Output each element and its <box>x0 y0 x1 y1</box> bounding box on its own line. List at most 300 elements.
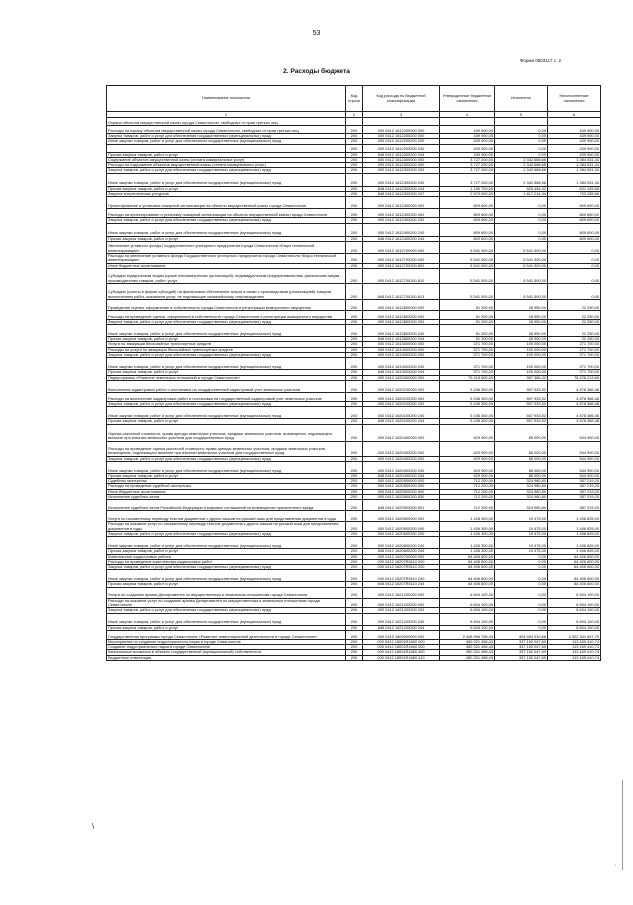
row-name: Государственная программа города Севастополя «Развитие инвестиционной деятельности в городе Севастополе» <box>107 630 346 639</box>
row-classification-code: 000 0412 1620600000 000 <box>363 511 440 522</box>
row-line-code: 200 <box>346 253 363 263</box>
row-classification-code: 000 0412 1612700200 000 <box>363 253 440 263</box>
row-classification-code: 000 0412 1620100200 200 <box>363 401 440 406</box>
row-name: Прочая закупка товаров, работ и услуг <box>107 582 346 587</box>
row-classification-code: 000 0412 1612700200 800 <box>363 263 440 268</box>
row-classification-code: 000 0412 16207R5110 000 <box>363 559 440 564</box>
row-executed: 557 933,52 <box>495 419 548 424</box>
row-classification-code: 000 0412 1612200000 000 <box>363 126 440 134</box>
row-unexecuted: 6 604 100,00 <box>548 608 601 613</box>
header-classification-code: Код расхода по бюджетной классификации <box>363 86 440 112</box>
row-unexecuted: 271 700,00 <box>548 342 601 347</box>
table-row <box>107 173 601 186</box>
row-name: Расходы на выполнение кадастровых работ и постановка на государственный кадастровый учет земельных участков <box>107 392 346 401</box>
expenses-table <box>106 85 601 661</box>
row-name: Закупка энергетических ресурсов <box>107 192 346 197</box>
row-name: Расходы на проведение судебной экспертизы <box>107 484 346 489</box>
row-line-code: 200 <box>346 325 363 337</box>
row-executed: 28 950,00 <box>495 337 548 342</box>
row-unexecuted: 22 250,00 <box>548 319 601 324</box>
row-approved: 809 600,00 <box>440 223 495 236</box>
row-executed: 557 933,52 <box>495 392 548 401</box>
row-classification-code: 000 0412 1620400200 240 <box>363 461 440 473</box>
row-approved: 629 900,00 <box>440 424 495 441</box>
table-row <box>107 342 601 347</box>
header-approved: Утвержденные бюджетные назначения <box>440 86 495 112</box>
row-executed: 100 000,00 <box>495 358 548 370</box>
table-row <box>107 522 601 532</box>
row-unexecuted: 544 900,00 <box>548 461 601 473</box>
row-classification-code: 848 0412 1612400200 244 <box>363 236 440 241</box>
row-line-code: 200 <box>346 401 363 406</box>
row-name: Субсидии (гранты в форме субсидий) на финансовое обеспечение затрат в связи с производством (реализацией) товаров, выполнением работ, оказанием услуг, не подлежащие казначейскому сопровождению <box>107 283 346 299</box>
row-executed: 0,00 <box>495 598 548 608</box>
table-row <box>107 168 601 173</box>
row-approved: 5 436 300,00 <box>440 407 495 419</box>
row-unexecuted <box>548 118 601 126</box>
row-name: Иные закупки товаров, работ и услуг для обеспечения государственных (муниципальных) нужд <box>107 358 346 370</box>
row-executed: 0,00 <box>495 126 548 134</box>
row-name: Услуги по эвакуации бесхозяйных транспортных средств <box>107 342 346 347</box>
row-approved: 450 321 458,43 <box>440 650 495 655</box>
row-approved: 439 900,00 <box>440 134 495 139</box>
col-number: 6 <box>548 112 601 118</box>
row-executed: 557 933,52 <box>495 407 548 419</box>
col-number: 1 <box>107 112 346 118</box>
row-approved: 64 406 800,00 <box>440 565 495 570</box>
row-unexecuted: 1 384 531,34 <box>548 157 601 162</box>
row-classification-code: 000 0412 1621200000 000 <box>363 587 440 598</box>
row-line-code: 200 <box>346 392 363 401</box>
row-executed: 28 950,00 <box>495 319 548 324</box>
row-line-code: 200 <box>346 484 363 489</box>
row-unexecuted: 809 600,00 <box>548 223 601 236</box>
row-approved: 439 900,00 <box>440 144 495 152</box>
row-unexecuted: 0,00 <box>548 283 601 299</box>
row-name: Бюджетные инвестиции <box>107 655 346 660</box>
row-approved: 1 426 300,00 <box>440 531 495 536</box>
row-line-code: 200 <box>346 223 363 236</box>
row-classification-code: 000 0412 1620600200 200 <box>363 531 440 536</box>
row-executed: 0,00 <box>495 559 548 564</box>
row-executed: 19 475,00 <box>495 522 548 532</box>
row-line-code: 200 <box>346 126 363 134</box>
row-unexecuted: 6 604 100,00 <box>548 598 601 608</box>
row-executed: 85 000,00 <box>495 424 548 441</box>
row-name: Расходы на проведение оценки, оформления в собственность города Севастополя и регистрации выморочного имущества <box>107 310 346 319</box>
row-name: Капитальные вложения в объекты государственной (муниципальной) собственности <box>107 650 346 655</box>
row-approved: 6 604 100,00 <box>440 625 495 630</box>
table-row <box>107 163 601 168</box>
table-row <box>107 299 601 310</box>
row-unexecuted: 809 600,00 <box>548 218 601 223</box>
row-classification-code: 848 0412 1612200200 244 <box>363 152 440 157</box>
row-approved: 5 541 500,00 <box>440 283 495 299</box>
row-approved: 2 428 996 758,43 <box>440 630 495 639</box>
row-line-code: 200 <box>346 163 363 168</box>
col-number: 2 <box>346 112 363 118</box>
row-line-code: 200 <box>346 186 363 191</box>
row-executed: 5 541 500,00 <box>495 263 548 268</box>
row-classification-code: 000 0412 1800000000 000 <box>363 630 440 639</box>
row-unexecuted: 809 600,00 <box>548 209 601 218</box>
header-line-code: Код строки <box>346 86 363 112</box>
row-name: Прочая закупка товаров, работ и услуг <box>107 370 346 375</box>
row-classification-code: 000 0412 1612800200 200 <box>363 319 440 324</box>
row-approved: 5 436 300,00 <box>440 392 495 401</box>
row-executed: 85 000,00 <box>495 473 548 478</box>
row-name: Закупка товаров, работ и услуг для обеспечения государственных (муниципальных) нужд <box>107 565 346 570</box>
table-row <box>107 358 601 370</box>
row-executed: 987 386,32 <box>495 375 548 380</box>
row-approved: 5 436 300,00 <box>440 401 495 406</box>
row-name: Закупка товаров, работ и услуг для обеспечения государственных (муниципальных) нужд <box>107 531 346 536</box>
row-approved: 3 727 200,00 <box>440 168 495 173</box>
row-classification-code: 000 0412 1612800200 000 <box>363 310 440 319</box>
table-row <box>107 223 601 236</box>
row-name: Расходы на оказание услуг по письменному переводу текстов документов с других языков на русский язык для представления документов в суды <box>107 522 346 532</box>
row-executed: 0,00 <box>495 570 548 582</box>
section-title: 2. Расходы бюджета <box>283 68 350 75</box>
row-classification-code: 848 0412 1620400200 244 <box>363 473 440 478</box>
row-line-code: 200 <box>346 310 363 319</box>
row-approved: 439 900,00 <box>440 126 495 134</box>
row-name: Расходы на увеличение уставного фонда Государственного унитарного предприятия города Севастополя «Бюро технической инвентаризации» <box>107 253 346 263</box>
row-approved: 64 406 800,00 <box>440 554 495 559</box>
row-approved: 51 200,00 <box>440 325 495 337</box>
row-approved: 712 200,00 <box>440 495 495 500</box>
row-approved: 371 700,00 <box>440 370 495 375</box>
row-executed: 404 954 910,68 <box>495 630 548 639</box>
row-line-code: 200 <box>346 218 363 223</box>
table-row <box>107 310 601 319</box>
row-approved: 1 426 300,00 <box>440 522 495 532</box>
row-unexecuted: 387 219,20 <box>548 489 601 494</box>
row-line-code: 200 <box>346 168 363 173</box>
row-approved: 5 541 500,00 <box>440 268 495 283</box>
row-line-code: 200 <box>346 473 363 478</box>
row-unexecuted: 78 228 213,68 <box>548 375 601 380</box>
row-name: Содержание объектов имущественной казны (оплата коммунальных услуг) <box>107 157 346 162</box>
table-row <box>107 144 601 152</box>
row-approved: 64 406 800,00 <box>440 582 495 587</box>
row-unexecuted: 4 878 366,48 <box>548 401 601 406</box>
row-unexecuted: 544 900,00 <box>548 424 601 441</box>
row-line-code: 200 <box>346 152 363 157</box>
table-row <box>107 253 601 263</box>
row-line-code: 200 <box>346 570 363 582</box>
header-unexecuted: Неисполненные назначения <box>548 86 601 112</box>
row-name: Иные закупки товаров, работ и услуг для обеспечения государственных (муниципальных) нужд <box>107 407 346 419</box>
row-unexecuted: 113 169 410,74 <box>548 655 601 660</box>
row-unexecuted: 1 406 825,00 <box>548 522 601 532</box>
row-name: Расходы на проектирование и установку пожарной сигнализации на объекты имущественной казны города Севастополя <box>107 209 346 218</box>
table-row <box>107 441 601 456</box>
row-approved: 5 436 300,00 <box>440 380 495 392</box>
row-approved: 6 604 100,00 <box>440 613 495 625</box>
row-unexecuted: 1 384 531,34 <box>548 163 601 168</box>
table-row <box>107 650 601 655</box>
row-unexecuted: 1 406 825,00 <box>548 549 601 554</box>
table-row <box>107 157 601 162</box>
row-classification-code: 000 0412 1620100200 240 <box>363 407 440 419</box>
row-classification-code: 000 0412 1612400200 000 <box>363 209 440 218</box>
table-row <box>107 424 601 441</box>
row-name: Иные закупки товаров, работ и услуг для обеспечения государственных (муниципальных) нужд <box>107 139 346 144</box>
row-executed: 0,00 <box>495 134 548 139</box>
row-line-code: 200 <box>346 565 363 570</box>
row-name: Закупка товаров, работ и услуг для обеспечения государственных (муниципальных) нужд <box>107 608 346 613</box>
row-executed: 0,00 <box>495 613 548 625</box>
row-executed: 5 541 500,00 <box>495 268 548 283</box>
row-classification-code: 000 0412 18001R1660 000 <box>363 645 440 650</box>
row-classification-code: 000 0412 1620700000 000 <box>363 554 440 559</box>
row-approved: 809 600,00 <box>440 218 495 223</box>
col-number: 3 <box>363 112 440 118</box>
row-line-code: 200 <box>346 554 363 559</box>
row-line-code: 200 <box>346 549 363 554</box>
row-unexecuted: 64 406 800,00 <box>548 582 601 587</box>
row-unexecuted: 387 219,20 <box>548 495 601 500</box>
row-approved: 1 426 300,00 <box>440 549 495 554</box>
row-name: Прочая закупка товаров, работ и услуг <box>107 625 346 630</box>
row-executed: 324 980,80 <box>495 479 548 484</box>
row-approved: 371 700,00 <box>440 353 495 358</box>
row-unexecuted: 0,00 <box>548 268 601 283</box>
row-executed: 85 000,00 <box>495 441 548 456</box>
row-name: Оценка рыночной стоимости: права аренды земельных участков, продажи земельных участков, возмещения, подлежащего выплате при изъятии земельных участков для государственных нужд <box>107 424 346 441</box>
row-executed: 337 152 047,69 <box>495 650 548 655</box>
row-name: Исполнение судебных актов Российской Федерации и мировых соглашений по возмещению причиненного вреда <box>107 500 346 511</box>
row-unexecuted: 113 169 410,74 <box>548 645 601 650</box>
row-unexecuted: 544 900,00 <box>548 473 601 478</box>
row-unexecuted: 0,00 <box>548 253 601 263</box>
margin-scan-line <box>622 780 623 870</box>
row-approved: 51 200,00 <box>440 299 495 310</box>
table-row <box>107 241 601 253</box>
row-approved: 439 900,00 <box>440 139 495 144</box>
row-line-code: 200 <box>346 370 363 375</box>
header-executed: Исполнено <box>495 86 548 112</box>
row-classification-code: 000 0412 18001R1660 400 <box>363 650 440 655</box>
row-line-code: 200 <box>346 353 363 358</box>
row-name: Проведение оценки, оформление в собственность города Севастополя и регистрации выморочного имущества <box>107 299 346 310</box>
row-name: Иные закупки товаров, работ и услуг для обеспечения государственных (муниципальных) нужд <box>107 325 346 337</box>
row-executed: 19 475,00 <box>495 537 548 549</box>
row-approved: 809 600,00 <box>440 209 495 218</box>
row-approved: 629 900,00 <box>440 473 495 478</box>
row-classification-code: 000 0412 1620000000 000 <box>363 375 440 380</box>
row-unexecuted: 22 250,00 <box>548 310 601 319</box>
row-unexecuted: 64 406 800,00 <box>548 565 601 570</box>
row-unexecuted: 4 878 366,48 <box>548 380 601 392</box>
row-classification-code <box>363 118 440 126</box>
row-approved: 629 900,00 <box>440 441 495 456</box>
row-classification-code: 000 0412 1612200200 240 <box>363 144 440 152</box>
row-executed: 19 475,00 <box>495 531 548 536</box>
row-approved: 712 200,00 <box>440 500 495 511</box>
row-classification-code: 848 0412 1612800200 244 <box>363 337 440 342</box>
row-executed: 28 950,00 <box>495 325 548 337</box>
row-line-code: 200 <box>346 173 363 186</box>
row-executed: 0,00 <box>495 218 548 223</box>
row-classification-code: 000 0412 1621200200 240 <box>363 613 440 625</box>
row-classification-code: 000 0412 1620100000 000 <box>363 380 440 392</box>
row-executed: 0,00 <box>495 554 548 559</box>
row-approved: 79 215 600,00 <box>440 375 495 380</box>
row-line-code: 200 <box>346 337 363 342</box>
row-executed: 324 980,80 <box>495 489 548 494</box>
row-name: Иные закупки товаров, работ и услуг для обеспечения государственных (муниципальных) нужд <box>107 461 346 473</box>
row-executed: 100 000,00 <box>495 342 548 347</box>
row-executed: 557 933,52 <box>495 401 548 406</box>
row-executed: 0,00 <box>495 625 548 630</box>
row-unexecuted: 22 250,00 <box>548 337 601 342</box>
table-row <box>107 587 601 598</box>
table-row <box>107 347 601 352</box>
row-classification-code: 848 0412 1612300200 244 <box>363 186 440 191</box>
row-line-code: 200 <box>346 268 363 283</box>
row-line-code: 200 <box>346 342 363 347</box>
row-name: Иные закупки товаров, работ и услуг для обеспечения государственных (муниципальных) нужд <box>107 570 346 582</box>
row-executed: 19 475,00 <box>495 511 548 522</box>
row-unexecuted: 439 900,00 <box>548 126 601 134</box>
row-approved: 450 321 458,43 <box>440 645 495 650</box>
row-name: Мероприятия по созданию индустриального парка в городе Севастополе <box>107 639 346 644</box>
table-row <box>107 118 601 126</box>
row-name: Выполнение кадастровых работ и постановка на государственный кадастровый учет земельных участков <box>107 380 346 392</box>
table-row <box>107 500 601 511</box>
row-classification-code: 000 0412 1620400000 000 <box>363 424 440 441</box>
row-unexecuted: 271 700,00 <box>548 370 601 375</box>
row-unexecuted: 1 406 825,00 <box>548 531 601 536</box>
row-name: Прочая закупка товаров, работ и услуг <box>107 337 346 342</box>
row-classification-code: 000 0412 1613000000 000 <box>363 342 440 347</box>
row-executed: 5 541 500,00 <box>495 283 548 299</box>
row-approved: 6 604 100,00 <box>440 587 495 598</box>
table-row <box>107 375 601 380</box>
row-executed: 0,00 <box>495 223 548 236</box>
row-classification-code: 000 0412 1620100200 000 <box>363 392 440 401</box>
row-line-code: 200 <box>346 650 363 655</box>
row-classification-code: 000 0412 16207R5110 200 <box>363 565 440 570</box>
row-line-code: 200 <box>346 522 363 532</box>
row-classification-code: 000 0412 1612300000 000 <box>363 157 440 162</box>
row-line-code: 200 <box>346 461 363 473</box>
row-name: Закупка товаров, работ и услуг для обеспечения государственных (муниципальных) нужд <box>107 218 346 223</box>
row-approved: 1 426 300,00 <box>440 511 495 522</box>
row-unexecuted: 2 022 341 847,75 <box>548 630 601 639</box>
table-row <box>107 392 601 401</box>
row-line-code: 200 <box>346 511 363 522</box>
table-row <box>107 655 601 660</box>
row-executed: 2 342 668,66 <box>495 163 548 168</box>
row-approved: 450 321 458,43 <box>440 639 495 644</box>
row-name: Прочая закупка товаров, работ и услуг <box>107 152 346 157</box>
row-classification-code: 000 0412 1621200200 200 <box>363 608 440 613</box>
margin-dot-mark: · <box>614 862 617 869</box>
row-approved: 3 727 200,00 <box>440 173 495 186</box>
row-unexecuted: 6 604 100,00 <box>548 625 601 630</box>
row-line-code: 200 <box>346 407 363 419</box>
row-approved: 51 200,00 <box>440 319 495 324</box>
row-executed: 28 950,00 <box>495 310 548 319</box>
row-line-code: 200 <box>346 639 363 644</box>
row-unexecuted: 113 169 410,74 <box>548 639 601 644</box>
table-row <box>107 484 601 489</box>
row-unexecuted: 631 245,68 <box>548 186 601 191</box>
row-line-code: 200 <box>346 537 363 549</box>
row-line-code: 200 <box>346 608 363 613</box>
row-executed: 337 152 047,69 <box>495 655 548 660</box>
row-executed: 85 000,00 <box>495 456 548 461</box>
table-row <box>107 639 601 644</box>
table-row <box>107 268 601 283</box>
row-classification-code: 000 0412 1612700200 810 <box>363 268 440 283</box>
row-approved: 809 600,00 <box>440 197 495 209</box>
row-name: Охрана объектов имущественной казны города Севастополя, свободных от прав третьих лиц <box>107 118 346 126</box>
row-executed: 0,00 <box>495 608 548 613</box>
row-executed: 0,00 <box>495 209 548 218</box>
col-number: 4 <box>440 112 495 118</box>
row-unexecuted: 22 250,00 <box>548 325 601 337</box>
row-classification-code: 000 0412 1613000200 200 <box>363 353 440 358</box>
row-executed: 0,00 <box>495 139 548 144</box>
row-unexecuted: 1 406 825,00 <box>548 511 601 522</box>
row-executed: 557 933,52 <box>495 380 548 392</box>
row-name: Услуги по письменному переводу текстов документов с других языков на русский язык для представления документов в суды <box>107 511 346 522</box>
row-classification-code: 000 0412 16207R5110 240 <box>363 570 440 582</box>
row-classification-code: 000 0412 18001R1660 000 <box>363 639 440 644</box>
row-executed: 28 950,00 <box>495 299 548 310</box>
row-approved: 712 200,00 <box>440 484 495 489</box>
row-name: Подпрограмма «Развитие земельных отношений в городе Севастополе» <box>107 375 346 380</box>
row-line-code: 200 <box>346 375 363 380</box>
row-name: Иные бюджетные ассигнования <box>107 489 346 494</box>
row-classification-code: 000 0412 1612400200 200 <box>363 218 440 223</box>
row-line-code: 200 <box>346 495 363 500</box>
row-line-code: 200 <box>346 139 363 144</box>
table-row <box>107 407 601 419</box>
row-unexecuted: 1 384 531,34 <box>548 168 601 173</box>
form-code: Форма 0503117 с. 2 <box>520 58 561 63</box>
row-name: Прочая закупка товаров, работ и услуг <box>107 419 346 424</box>
table-row <box>107 461 601 473</box>
row-unexecuted: 271 700,00 <box>548 347 601 352</box>
row-approved: 3 727 200,00 <box>440 157 495 162</box>
row-executed: 525 454,32 <box>495 186 548 191</box>
row-executed: 2 342 668,66 <box>495 157 548 162</box>
row-classification-code: 848 0412 1620100200 244 <box>363 419 440 424</box>
row-unexecuted: 439 900,00 <box>548 144 601 152</box>
page-number: 53 <box>312 30 321 37</box>
row-classification-code: 000 0412 1613000200 000 <box>363 347 440 352</box>
row-name: Исполнение судебных актов <box>107 495 346 500</box>
row-approved: 371 700,00 <box>440 358 495 370</box>
row-line-code: 200 <box>346 319 363 324</box>
row-classification-code: 000 0412 1612200200 000 <box>363 134 440 139</box>
row-executed: 100 000,00 <box>495 347 548 352</box>
row-unexecuted: 439 900,00 <box>548 152 601 157</box>
row-classification-code: 000 0412 1620500200 800 <box>363 489 440 494</box>
row-line-code: 200 <box>346 347 363 352</box>
table-row <box>107 613 601 625</box>
row-line-code: 200 <box>346 144 363 152</box>
row-line-code: 200 <box>346 441 363 456</box>
row-executed: 324 980,80 <box>495 484 548 489</box>
row-executed: 5 541 500,00 <box>495 253 548 263</box>
row-classification-code: 848 0412 1620500200 831 <box>363 500 440 511</box>
